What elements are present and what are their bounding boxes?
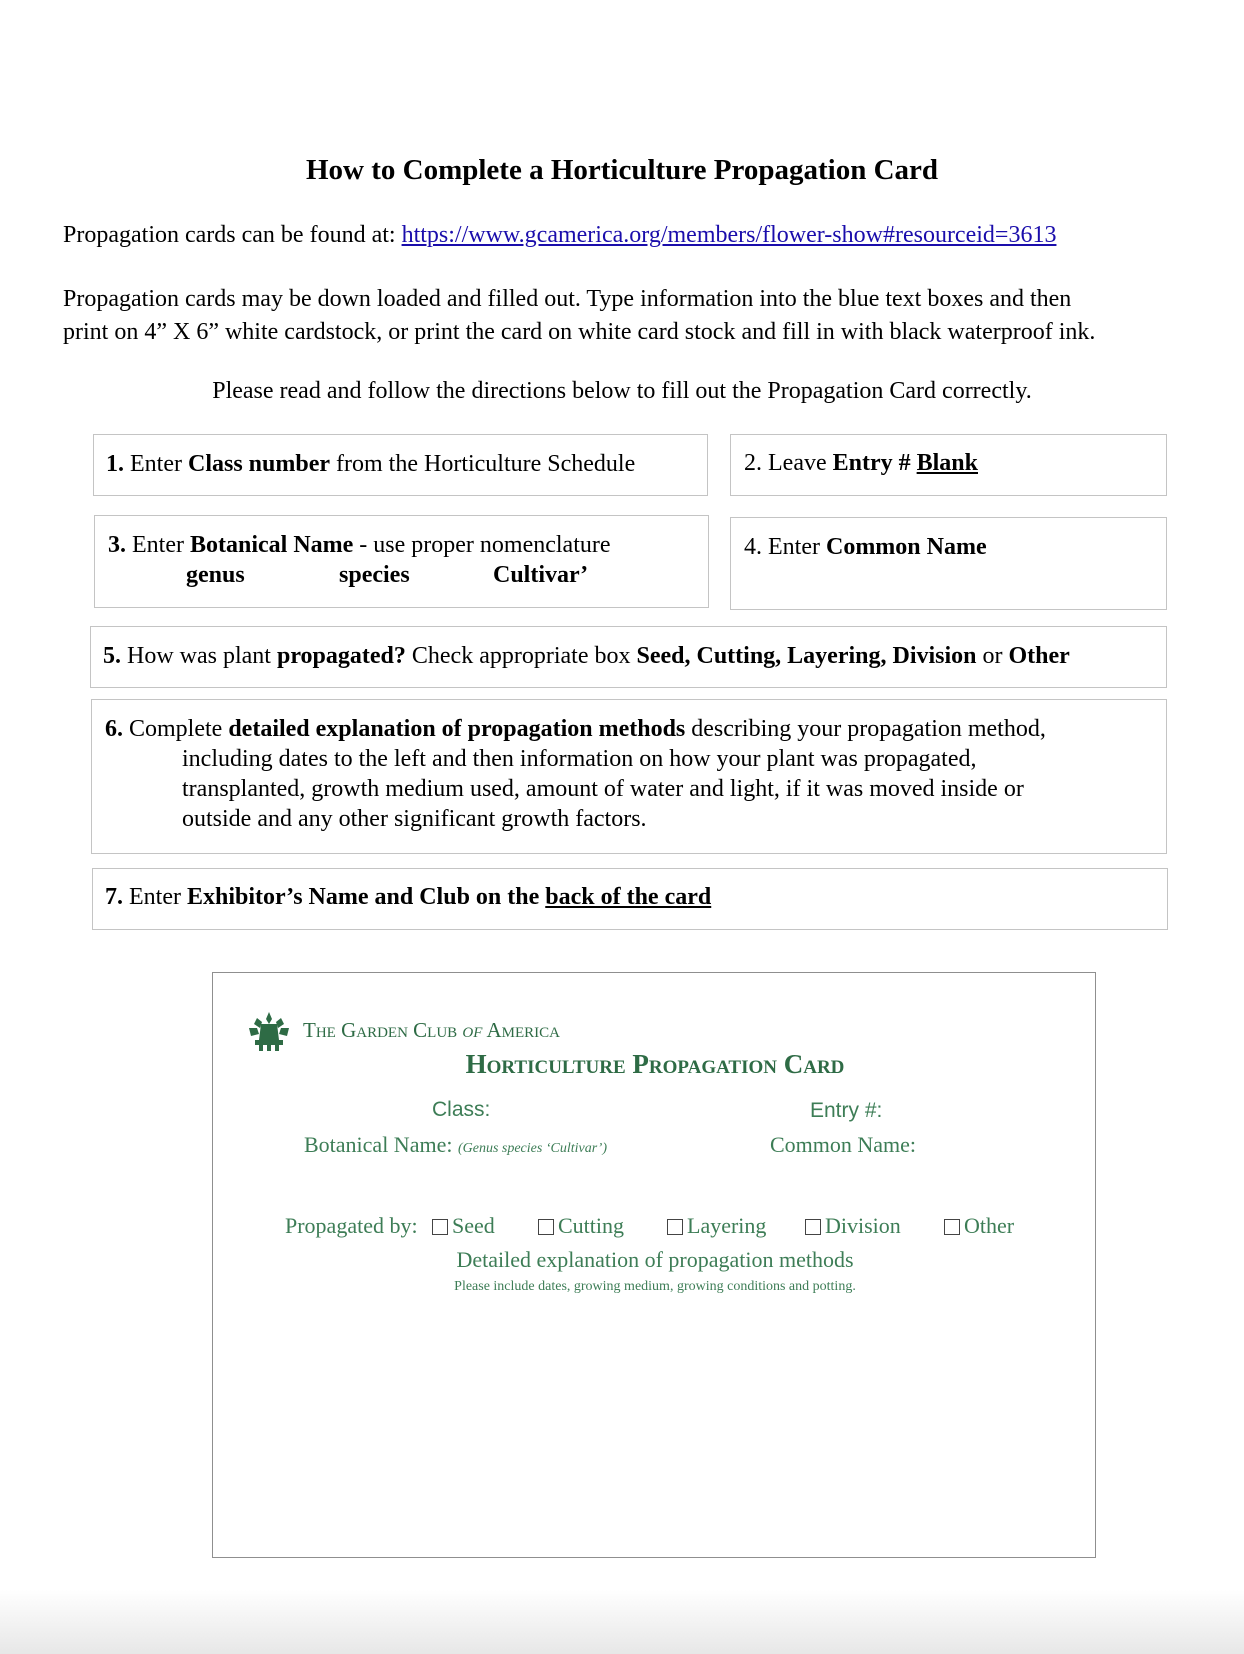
option-division[interactable] xyxy=(805,1213,901,1239)
step-4-box xyxy=(730,517,1167,610)
details-hint: Please include dates, growing medium, growing conditions and potting. xyxy=(454,1279,856,1294)
common-name-label: Common Name: xyxy=(770,1132,917,1157)
step-5-or: or xyxy=(976,643,1009,669)
option-seed[interactable] xyxy=(432,1213,495,1239)
propagated-by-label: Propagated by: xyxy=(285,1213,418,1238)
cutting-checkbox[interactable] xyxy=(538,1219,554,1235)
botanical-name-label: Botanical Name: xyxy=(304,1132,453,1157)
intro-line xyxy=(63,219,1056,252)
step-6-line-3: transplanted, growth medium used, amount of water and light, if it was moved inside or xyxy=(182,776,1024,802)
instructions-paragraph xyxy=(63,283,1223,349)
option-other-label: Other xyxy=(964,1213,1015,1238)
layering-checkbox[interactable] xyxy=(667,1219,683,1235)
step-2-text: Leave xyxy=(762,450,833,476)
class-label: Class: xyxy=(432,1098,491,1121)
option-cutting[interactable] xyxy=(538,1213,624,1239)
step-3-box xyxy=(94,515,709,608)
step-5-number: 5. xyxy=(103,643,121,669)
org-garden-club: Garden Club xyxy=(341,1018,463,1042)
step-6-line-4: outside and any other significant growth factors. xyxy=(182,806,647,832)
option-layering[interactable] xyxy=(667,1213,766,1239)
botanical-name-row xyxy=(304,1132,607,1158)
step-7-box xyxy=(92,868,1168,930)
step-2-number: 2. xyxy=(744,450,762,476)
org-america: America xyxy=(482,1018,561,1042)
step-6-box xyxy=(91,699,1167,854)
org-name xyxy=(303,1017,560,1043)
gca-logo-icon xyxy=(245,1010,293,1052)
seed-checkbox[interactable] xyxy=(432,1219,448,1235)
step-3-text: Enter xyxy=(126,532,190,558)
step-5-box xyxy=(90,626,1167,688)
step-3-cultivar: Cultivar’ xyxy=(493,562,589,588)
step-2-bold: Entry # xyxy=(832,450,911,476)
step-3-bold: Botanical Name xyxy=(189,532,354,558)
botanical-name-hint: (Genus species ‘Cultivar’) xyxy=(457,1141,607,1156)
option-seed-label: Seed xyxy=(452,1213,495,1238)
other-checkbox[interactable] xyxy=(944,1219,960,1235)
step-7-text: Enter xyxy=(123,884,187,910)
option-other[interactable] xyxy=(944,1213,1014,1239)
org-of: of xyxy=(462,1018,483,1042)
step-6-bold: detailed explanation of propagation methods xyxy=(228,716,686,742)
step-1-bold: Class number xyxy=(187,451,331,477)
step-5-bold-propagated: propagated? xyxy=(276,643,406,669)
division-checkbox[interactable] xyxy=(805,1219,821,1235)
read-directions-text: Please read and follow the directions below to fill out the Propagation Card correctly. xyxy=(212,378,1032,404)
option-division-label: Division xyxy=(825,1213,901,1238)
step-2-box xyxy=(730,434,1167,496)
step-6-text: Complete xyxy=(123,716,229,742)
propagation-card xyxy=(212,972,1096,1558)
step-6-number: 6. xyxy=(105,716,123,742)
step-3-number: 3. xyxy=(108,532,126,558)
page-title: How to Complete a Horticulture Propagation Card xyxy=(305,154,939,186)
step-5-bold-methods: Seed, Cutting, Layering, Division xyxy=(636,643,977,669)
instructions-line-1: Propagation cards may be down loaded and filled out. Type information into the blue text boxes and then xyxy=(63,286,1072,312)
option-layering-label: Layering xyxy=(687,1213,767,1238)
option-cutting-label: Cutting xyxy=(558,1213,625,1238)
step-6-text-end: describing your propagation method, xyxy=(685,716,1046,742)
details-label: Detailed explanation of propagation methods xyxy=(456,1247,854,1272)
intro-text: Propagation cards can be found at: xyxy=(63,222,402,248)
step-7-underlined: back of the card xyxy=(545,884,712,910)
step-5-text: How was plant xyxy=(121,643,277,669)
propagation-cards-link[interactable]: https://www.gcamerica.org/members/flower-show#resourceid=3613 xyxy=(401,222,1057,248)
step-3-text-end: - use proper nomenclature xyxy=(353,532,611,558)
step-5-bold-other: Other xyxy=(1008,643,1070,669)
step-3-genus: genus xyxy=(186,562,245,588)
step-3-species: species xyxy=(339,562,410,588)
entry-label: Entry #: xyxy=(810,1099,883,1122)
step-6-line-2: including dates to the left and then information on how your plant was propagated, xyxy=(182,746,977,772)
org-the: The xyxy=(303,1018,342,1042)
step-7-bold: Exhibitor’s Name and Club on the xyxy=(186,884,546,910)
step-7-number: 7. xyxy=(105,884,123,910)
step-1-number: 1. xyxy=(106,451,124,477)
card-heading: Horticulture Propagation Card xyxy=(465,1049,845,1079)
step-1-box xyxy=(93,434,708,496)
page-bottom-shadow xyxy=(0,1590,1244,1654)
step-4-bold: Common Name xyxy=(825,534,987,560)
step-4-text: Enter xyxy=(762,534,826,560)
step-4-number: 4. xyxy=(744,534,762,560)
step-5-text-mid: Check appropriate box xyxy=(405,643,637,669)
details-text-area[interactable] xyxy=(243,1308,1065,1533)
step-1-text: Enter xyxy=(124,451,188,477)
step-2-underlined: Blank xyxy=(916,450,978,476)
step-1-text-end: from the Horticulture Schedule xyxy=(330,451,636,477)
instructions-line-2: print on 4” X 6” white cardstock, or print the card on white card stock and fill in with black waterproof ink. xyxy=(63,319,1096,345)
